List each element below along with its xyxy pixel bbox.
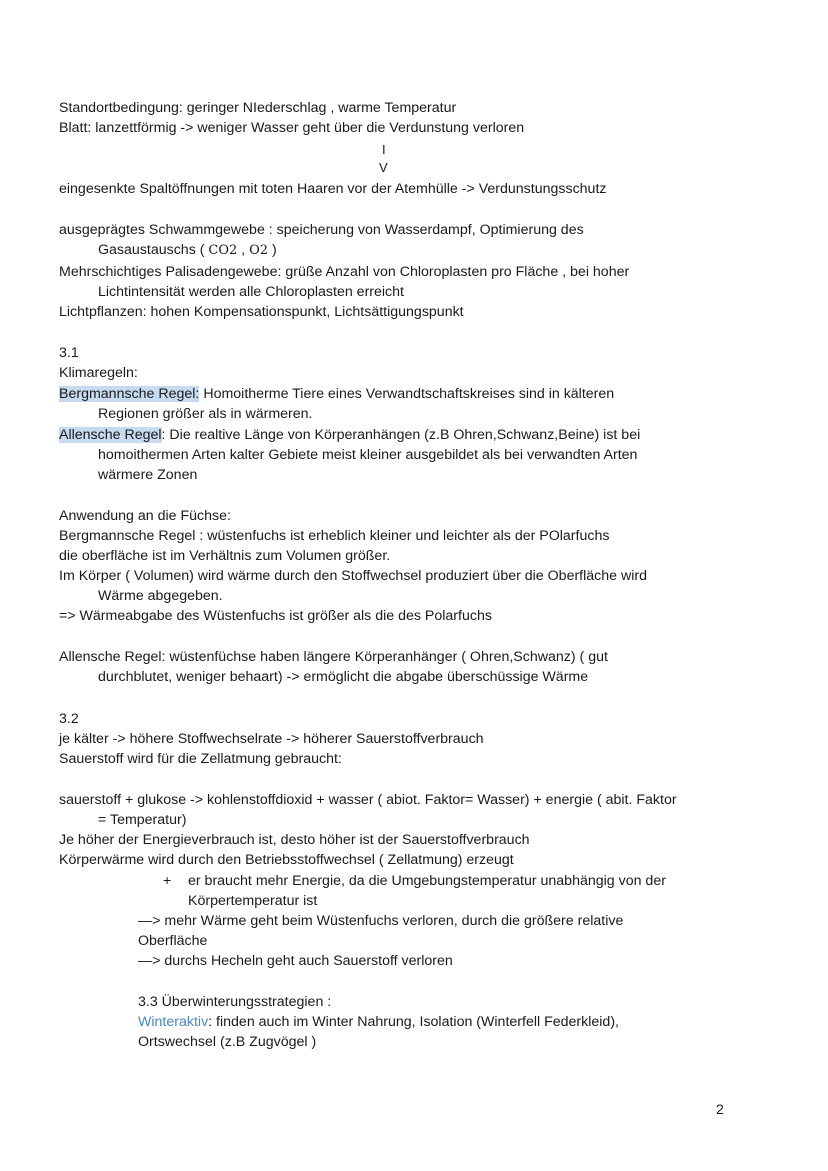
text-line: sauerstoff + glukose -> kohlenstoffdioxid + wasser ( abiot. Faktor= Wasser) + energie ( abit. Faktor bbox=[59, 792, 677, 808]
text-line: Mehrschichtiges Palisadengewebe: grüße Anzahl von Chloroplasten pro Fläche , bei hoher bbox=[59, 264, 630, 280]
text-line: Standortbedingung: geringer NIederschlag , warme Temperatur bbox=[59, 100, 457, 116]
text-line: Oberfläche bbox=[138, 933, 208, 949]
text-segment: : Die realtive Länge von Körperanhängen (z.B Ohren,Schwanz,Beine) ist bei bbox=[161, 427, 641, 443]
text-line: homoithermen Arten kalter Gebiete meist kleiner ausgebildet als bei verwandten Arten bbox=[98, 447, 638, 463]
text-line: Lichtpflanzen: hohen Kompensationspunkt, Lichtsättigungspunkt bbox=[59, 304, 464, 320]
text-line: Regionen größer als in wärmeren. bbox=[98, 406, 313, 422]
text-line: Klimaregeln: bbox=[59, 365, 138, 381]
arrow-head: V bbox=[379, 160, 388, 175]
text-line bbox=[59, 384, 614, 404]
text-line: Bergmannsche Regel : wüstenfuchs ist erheblich kleiner und leichter als der POlarfuchs bbox=[59, 528, 610, 544]
text-line: die oberfläche ist im Verhältnis zum Volumen größer. bbox=[59, 548, 391, 564]
text-line: Blatt: lanzettförmig -> weniger Wasser geht über die Verdunstung verloren bbox=[59, 120, 525, 136]
formula-o2: O2 bbox=[249, 243, 269, 258]
text-segment: ) bbox=[268, 242, 277, 258]
text-segment: Homoitherme Tiere eines Verwandtschaftskreises sind in kälteren bbox=[199, 386, 615, 402]
text-line: => Wärmeabgabe des Wüstenfuchs ist größer als die des Polarfuchs bbox=[59, 608, 492, 624]
text-segment: Gasaustauschs ( bbox=[98, 242, 209, 258]
text-line: = Temperatur) bbox=[98, 812, 187, 828]
highlighted-term: Bergmannsche Regel: bbox=[59, 386, 200, 402]
text-line: er braucht mehr Energie, da die Umgebungstemperatur unabhängig von der bbox=[188, 873, 666, 889]
text-segment: , bbox=[237, 242, 250, 258]
text-line: —> mehr Wärme geht beim Wüstenfuchs verloren, durch die größere relative bbox=[138, 913, 624, 929]
highlighted-term: Allensche Regel bbox=[59, 427, 162, 443]
text-line: Ortswechsel (z.B Zugvögel ) bbox=[138, 1034, 317, 1050]
text-line: —> durchs Hecheln geht auch Sauerstoff verloren bbox=[138, 953, 453, 969]
link-winteraktiv[interactable]: Winteraktiv bbox=[138, 1014, 209, 1030]
text-line: je kälter -> höhere Stoffwechselrate -> höherer Sauerstoffverbrauch bbox=[59, 731, 484, 747]
text-line bbox=[138, 1012, 619, 1032]
text-line: Anwendung an die Füchse: bbox=[59, 508, 231, 524]
text-line: Körpertemperatur ist bbox=[188, 893, 318, 909]
text-line: wärmere Zonen bbox=[98, 467, 198, 483]
text-line: eingesenkte Spaltöffnungen mit toten Haaren vor der Atemhülle -> Verdunstungsschutz bbox=[59, 181, 607, 197]
text-line: ausgeprägtes Schwammgewebe : speicherung von Wasserdampf, Optimierung des bbox=[59, 222, 584, 238]
arrow-bar: I bbox=[382, 142, 386, 157]
section-number: 3.1 bbox=[59, 345, 79, 361]
text-line: Körperwärme wird durch den Betriebsstoffwechsel ( Zellatmung) erzeugt bbox=[59, 852, 514, 868]
text-line: Allensche Regel: wüstenfüchse haben längere Körperanhänger ( Ohren,Schwanz) ( gut bbox=[59, 649, 608, 665]
text-line: Wärme abgegeben. bbox=[98, 588, 223, 604]
text-line: Im Körper ( Volumen) wird wärme durch den Stoffwechsel produziert über die Oberfläche wird bbox=[59, 568, 647, 584]
text-line: Je höher der Energieverbrauch ist, desto höher ist der Sauerstoffverbrauch bbox=[59, 832, 530, 848]
text-line bbox=[98, 240, 277, 261]
page-number: 2 bbox=[716, 1102, 724, 1118]
text-line bbox=[59, 425, 640, 445]
text-line: Sauerstoff wird für die Zellatmung gebraucht: bbox=[59, 751, 342, 767]
formula-co2: CO2 bbox=[208, 243, 238, 258]
text-line: Lichtintensität werden alle Chloroplasten erreicht bbox=[98, 284, 404, 300]
section-heading: 3.3 Überwinterungsstrategien : bbox=[138, 994, 332, 1010]
text-segment: : finden auch im Winter Nahrung, Isolation (Winterfell Federkleid), bbox=[208, 1014, 619, 1030]
section-number: 3.2 bbox=[59, 711, 79, 727]
bullet-marker: + bbox=[163, 873, 172, 889]
text-line: durchblutet, weniger behaart) -> ermöglicht die abgabe überschüssige Wärme bbox=[98, 669, 589, 685]
